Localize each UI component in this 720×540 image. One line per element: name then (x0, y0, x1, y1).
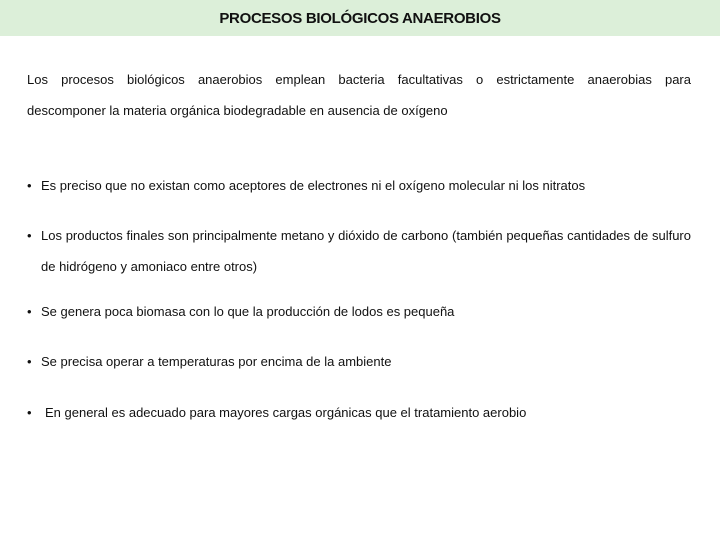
bullet-icon: • (27, 228, 32, 243)
bullet-item (27, 397, 691, 428)
title-banner (0, 0, 720, 36)
bullet-item (27, 220, 691, 282)
bullet-item (27, 296, 691, 327)
bullet-item (27, 346, 691, 377)
bullet-text: Se precisa operar a temperaturas por encima de la ambiente (41, 354, 392, 369)
page-title: PROCESOS BIOLÓGICOS ANAEROBIOS (219, 10, 501, 27)
bullet-text: Los productos finales son principalmente metano y dióxido de carbono (también pequeñas cantidades de sulfuro de hidrógeno y amoniaco entre otros) (41, 228, 691, 274)
bullet-text: En general es adecuado para mayores cargas orgánicas que el tratamiento aerobio (45, 405, 527, 420)
bullet-icon: • (27, 178, 32, 193)
bullet-text: Se genera poca biomasa con lo que la producción de lodos es pequeña (41, 304, 455, 319)
bullet-icon: • (27, 354, 32, 369)
bullet-text: Es preciso que no existan como aceptores de electrones ni el oxígeno molecular ni los nitratos (41, 178, 586, 193)
bullet-icon: • (27, 304, 32, 319)
intro-line-1: Los procesos biológicos anaerobios emplean bacteria facultativas o estrictamente anaerobias para (27, 72, 691, 87)
intro-line-2: descomponer la materia orgánica biodegradable en ausencia de oxígeno (27, 103, 448, 118)
bullet-icon: • (27, 405, 32, 420)
bullet-item (27, 170, 691, 201)
intro-paragraph (27, 64, 691, 126)
